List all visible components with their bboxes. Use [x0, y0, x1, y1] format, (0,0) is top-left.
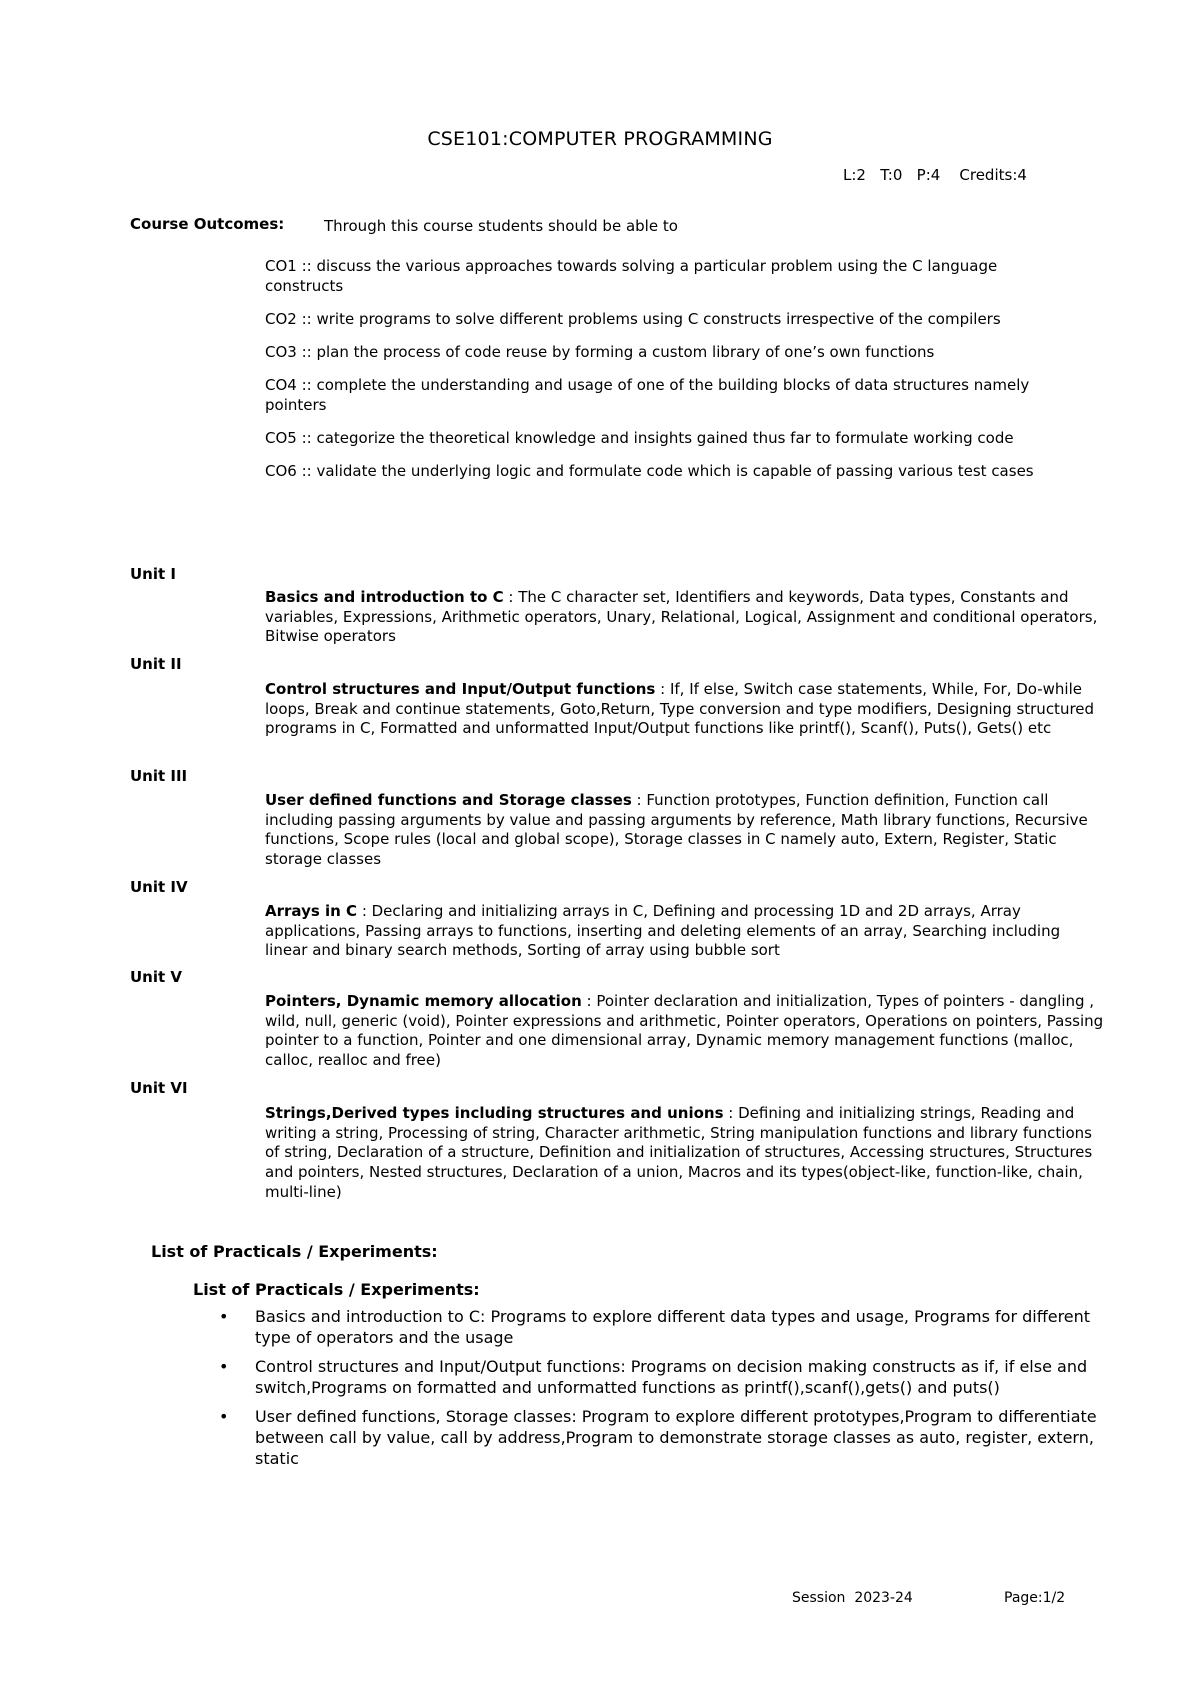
unit-label: Unit III	[130, 767, 188, 785]
bullet-icon: •	[219, 1357, 229, 1376]
unit-content	[265, 680, 1105, 739]
course-outcomes-intro: Through this course students should be able to	[324, 217, 678, 235]
practical-text: User defined functions, Storage classes: Program to explore different prototypes,Program to differentiate between call by value, call by address,Program to demonstrate storage classes as auto, register, extern, static	[255, 1407, 1097, 1468]
course-outcomes-list	[265, 256, 1080, 494]
bullet-icon: •	[219, 1307, 229, 1326]
practical-item	[217, 1306, 1097, 1348]
practical-text: Control structures and Input/Output functions: Programs on decision making constructs as if, if else and switch,Programs on formatted and unformatted functions as printf(),scanf(),gets() and puts()	[255, 1357, 1088, 1397]
unit-description: : If, If else, Switch case statements, While, For, Do-while loops, Break and continue statements, Goto,Return, Type conversion and type modifiers, Designing structured programs in C, Formatted and unformatted Input/Output functions like printf(), Scanf(), Puts(), Gets() etc	[265, 680, 1095, 738]
unit-content	[265, 1104, 1105, 1203]
unit-heading: Control structures and Input/Output functions	[265, 680, 656, 698]
course-outcomes-label: Course Outcomes:	[130, 215, 285, 233]
unit-description: : Defining and initializing strings, Reading and writing a string, Processing of string, Character arithmetic, String manipulation functions and library functions of string, Declaration of a structure, Definition and initialization of structures, Accessing structures, Structures and pointers, Nested structures, Declaration of a union, Macros and its types(object-like, function-like, chain, multi-line)	[265, 1104, 1093, 1201]
course-outcome-item: CO1 :: discuss the various approaches towards solving a particular problem using the C language constructs	[265, 257, 998, 295]
unit-label: Unit II	[130, 655, 182, 673]
unit-label: Unit IV	[130, 878, 188, 896]
course-outcome-item: CO5 :: categorize the theoretical knowledge and insights gained thus far to formulate working code	[265, 429, 1014, 447]
unit-heading: Pointers, Dynamic memory allocation	[265, 992, 582, 1010]
unit-description: : Declaring and initializing arrays in C, Defining and processing 1D and 2D arrays, Array applications, Passing arrays to functions, inserting and deleting elements of an array, Searching including linear and binary search methods, Sorting of array using bubble sort	[265, 902, 1061, 960]
course-outcome-item: CO6 :: validate the underlying logic and formulate code which is capable of passing various test cases	[265, 462, 1034, 480]
unit-heading: Arrays in C	[265, 902, 358, 920]
unit-content	[265, 992, 1105, 1071]
unit-content	[265, 791, 1105, 870]
unit-heading: Strings,Derived types including structures and unions	[265, 1104, 724, 1122]
practicals-heading: List of Practicals / Experiments:	[151, 1242, 438, 1261]
unit-description: : Function prototypes, Function definition, Function call including passing arguments by value and passing arguments by reference, Math library functions, Recursive functions, Scope rules (local and global scope), Storage classes in C namely auto, Extern, Register, Static storage classes	[265, 791, 1088, 869]
session-label: Session 2023-24	[792, 1590, 913, 1606]
course-outcome-item: CO2 :: write programs to solve different problems using C constructs irrespective of the compilers	[265, 310, 1001, 328]
unit-label: Unit VI	[130, 1079, 188, 1097]
practicals-list	[217, 1306, 1097, 1477]
course-outcome-item: CO3 :: plan the process of code reuse by forming a custom library of one’s own functions	[265, 343, 935, 361]
practical-text: Basics and introduction to C: Programs to explore different data types and usage, Programs for different type of operators and the usage	[255, 1307, 1091, 1347]
unit-content	[265, 588, 1105, 647]
practical-item	[217, 1356, 1097, 1398]
unit-content	[265, 902, 1105, 961]
unit-heading: Basics and introduction to C	[265, 588, 504, 606]
course-title: CSE101:COMPUTER PROGRAMMING	[427, 128, 773, 150]
course-outcome-item: CO4 :: complete the understanding and usage of one of the building blocks of data structures namely pointers	[265, 376, 1030, 414]
credits-line: L:2 T:0 P:4 Credits:4	[843, 166, 1027, 184]
page-number: Page:1/2	[1004, 1590, 1066, 1606]
unit-description: : Pointer declaration and initialization, Types of pointers - dangling , wild, null, generic (void), Pointer expressions and arithmetic, Pointer operators, Operations on pointers, Passing pointer to a function, Pointer and one dimensional array, Dynamic memory management functions (malloc, calloc, realloc and free)	[265, 992, 1104, 1070]
practicals-subheading: List of Practicals / Experiments:	[193, 1280, 480, 1299]
practical-item	[217, 1406, 1097, 1469]
unit-label: Unit V	[130, 968, 183, 986]
unit-heading: User defined functions and Storage classes	[265, 791, 632, 809]
bullet-icon: •	[219, 1407, 229, 1426]
unit-label: Unit I	[130, 565, 176, 583]
unit-description: : The C character set, Identifiers and keywords, Data types, Constants and variables, Expressions, Arithmetic operators, Unary, Relational, Logical, Assignment and conditional operators, Bitwise operators	[265, 588, 1098, 646]
